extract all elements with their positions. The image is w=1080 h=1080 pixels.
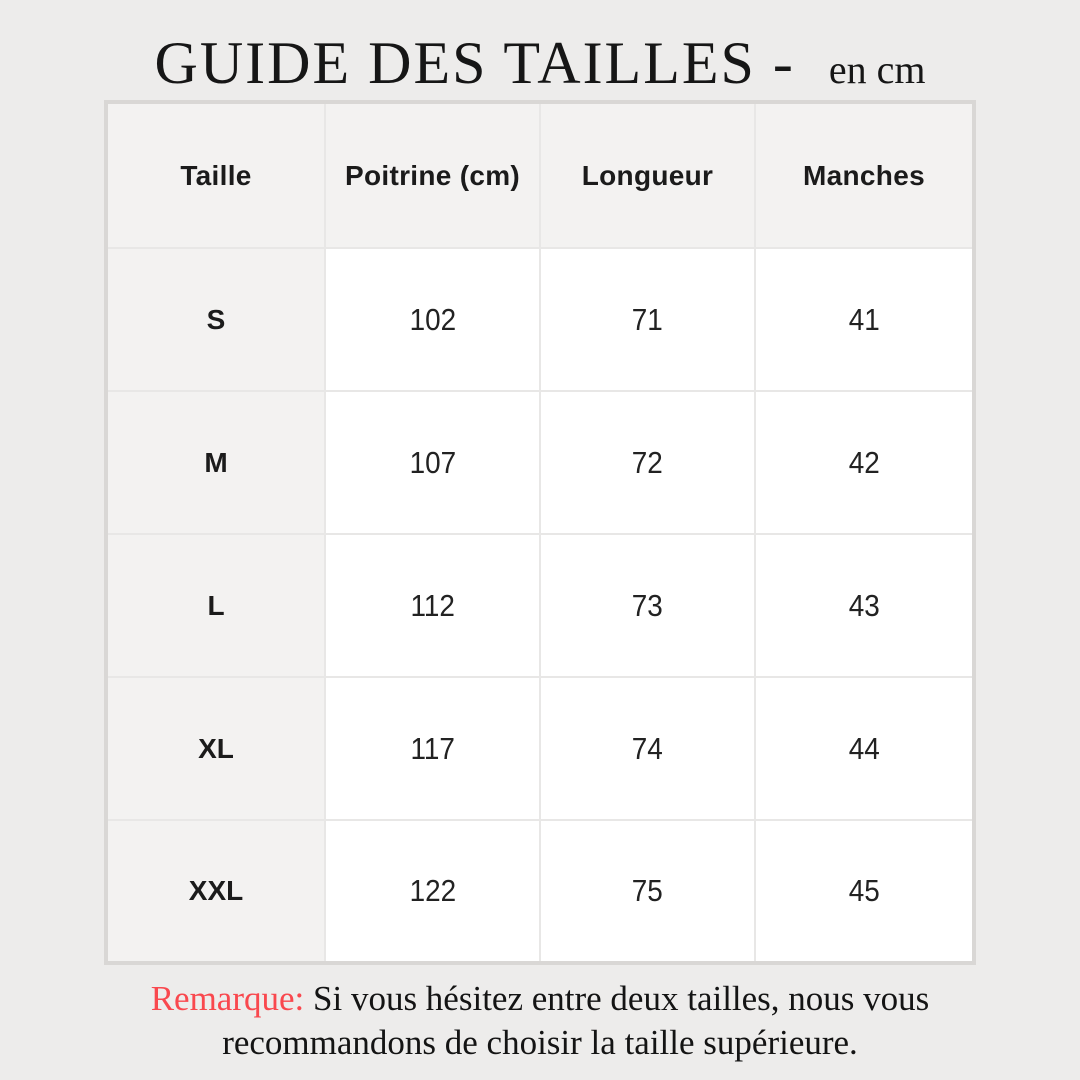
- column-header-poitrine: Poitrine (cm): [325, 102, 540, 248]
- measurement-number: 71: [631, 301, 664, 337]
- column-header-longueur: Longueur: [540, 102, 755, 248]
- size-table-header: [106, 102, 974, 248]
- column-header-manches: Manches: [755, 102, 974, 248]
- measurement-value: [540, 677, 755, 820]
- page-title-text: GUIDE DES TAILLES -: [154, 30, 795, 96]
- measurement-value: [540, 248, 755, 391]
- measurement-number: 41: [848, 301, 880, 337]
- size-guide-table: [104, 100, 976, 965]
- size-label: M: [106, 391, 325, 534]
- measurement-number: 43: [848, 587, 880, 623]
- page-title: [0, 32, 1080, 94]
- measurement-value: [325, 391, 540, 534]
- table-row: [106, 677, 974, 820]
- measurement-value: [325, 534, 540, 677]
- measurement-number: 74: [631, 730, 664, 766]
- size-label: XXL: [106, 820, 325, 963]
- size-table-body: [106, 248, 974, 963]
- measurement-value: [755, 391, 974, 534]
- measurement-number: 44: [848, 730, 880, 766]
- measurement-value: [325, 248, 540, 391]
- measurement-value: [755, 248, 974, 391]
- measurement-number: 72: [631, 444, 664, 480]
- measurement-number: 42: [848, 444, 880, 480]
- table-row: [106, 248, 974, 391]
- size-label: S: [106, 248, 325, 391]
- table-row: [106, 534, 974, 677]
- measurement-number: 75: [631, 873, 664, 908]
- note-label: Remarque:: [150, 979, 305, 1018]
- measurement-number: 102: [409, 301, 456, 337]
- page-title-unit: en cm: [828, 47, 926, 92]
- measurement-value: [755, 820, 974, 963]
- measurement-number: 45: [848, 873, 880, 908]
- measurement-value: [540, 534, 755, 677]
- note-text: Si vous hésitez entre deux tailles, nous vous recommandons de choisir la taille supérieure.: [222, 979, 930, 1062]
- header-row: [106, 102, 974, 248]
- measurement-number: 122: [409, 873, 456, 908]
- measurement-value: [540, 391, 755, 534]
- size-note: [48, 977, 1033, 1065]
- measurement-number: 117: [410, 730, 455, 766]
- measurement-number: 112: [410, 587, 455, 623]
- table-row: [106, 820, 974, 963]
- measurement-value: [755, 534, 974, 677]
- size-label: L: [106, 534, 325, 677]
- table-row: [106, 391, 974, 534]
- column-header-taille: Taille: [106, 102, 325, 248]
- measurement-value: [325, 677, 540, 820]
- measurement-number: 73: [631, 587, 664, 623]
- measurement-number: 107: [409, 444, 456, 480]
- measurement-value: [325, 820, 540, 963]
- size-label: XL: [106, 677, 325, 820]
- measurement-value: [540, 820, 755, 963]
- measurement-value: [755, 677, 974, 820]
